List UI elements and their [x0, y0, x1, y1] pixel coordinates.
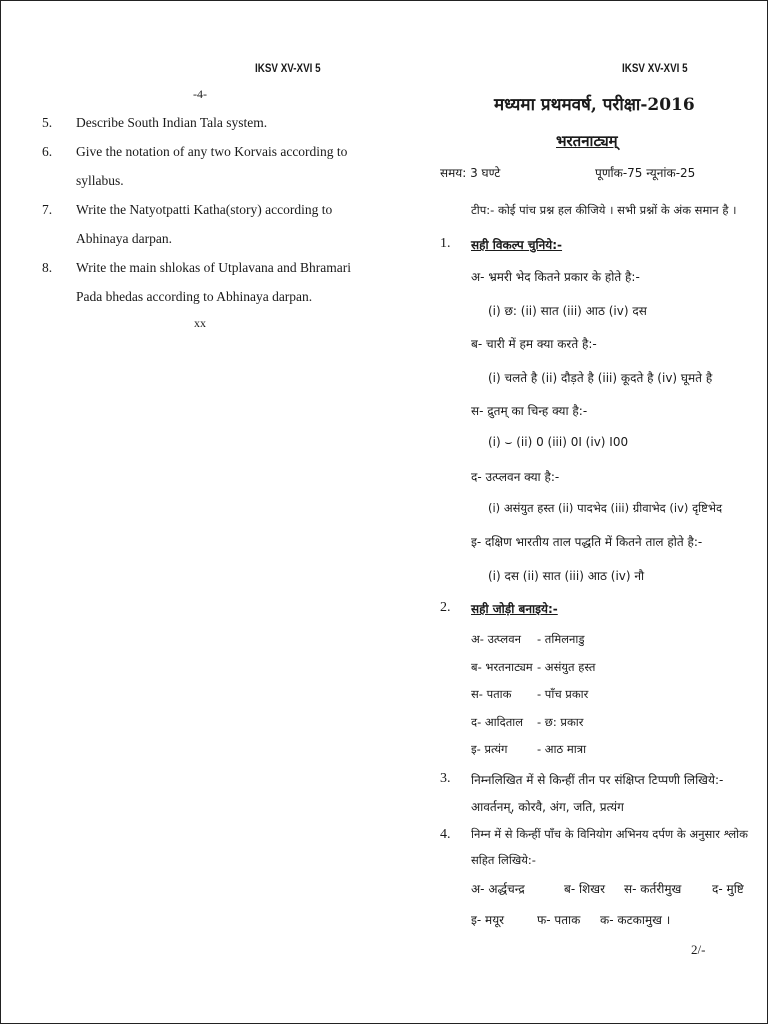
- pair-right-4: - छ: प्रकार: [537, 715, 584, 729]
- q8-line-2: Pada bhedas according to Abhinaya darpan.: [76, 289, 313, 304]
- pair-right-5: - आठ मात्रा: [537, 742, 587, 756]
- q7-line-2: Abhinaya darpan.: [76, 231, 172, 246]
- q1-heading: सही विकल्प चुनिये:-: [471, 238, 563, 252]
- q2-number: 2.: [440, 600, 451, 615]
- q1e-question: इ- दक्षिण भारतीय ताल पद्धति में कितने ताल होते है:-: [471, 535, 703, 549]
- q6-number: 6.: [42, 144, 53, 159]
- q1a-options: (i) छ: (ii) सात (iii) आठ (iv) दस: [488, 304, 647, 318]
- pair-left-1: अ- उत्प्लवन: [471, 632, 521, 646]
- q1c-options: (i) ⌣ (ii) 0 (iii) 0I (iv) I00: [488, 435, 629, 449]
- q4-option-f: फ- पताक: [537, 913, 581, 927]
- left-header-code: IKSV XV-XVI 5: [255, 61, 321, 75]
- pair-left-2: ब- भरतनाट्यम: [471, 660, 533, 674]
- q7-line-1: Write the Natyotpatti Katha(story) according to: [76, 202, 333, 217]
- q4-line-1: निम्न में से किन्हीं पाँच के विनियोग अभिनय दर्पण के अनुसार श्लोक: [471, 827, 748, 841]
- q3-line-1: निम्नलिखित में से किन्हीं तीन पर संक्षिप्त टिप्पणी लिखिये:-: [471, 773, 724, 787]
- q5-number: 5.: [42, 115, 53, 130]
- q1b-options: (i) चलते है (ii) दौड़ते है (iii) कूदते है (iv) घूमते है: [488, 371, 713, 385]
- exam-title: मध्यमा प्रथमवर्ष, परीक्षा-2016: [494, 95, 695, 115]
- exam-time: समय: 3 घण्टे: [440, 166, 501, 180]
- pair-right-1: - तमिलनाडु: [537, 632, 585, 646]
- q4-number: 4.: [440, 827, 451, 842]
- q4-option-e: इ- मयूर: [471, 913, 505, 927]
- q1d-options: (i) असंयुत हस्त (ii) पादभेद (iii) ग्रीवाभेद (iv) दृष्टिभेद: [488, 501, 723, 515]
- pair-right-2: - असंयुत हस्त: [537, 660, 596, 674]
- pair-right-3: - पाँच प्रकार: [537, 687, 589, 701]
- q6-line-2: syllabus.: [76, 173, 124, 188]
- left-question-list: [42, 108, 351, 308]
- pair-left-4: द- आदिताल: [471, 715, 524, 729]
- q7-number: 7.: [42, 202, 53, 217]
- pair-left-3: स- पताक: [471, 687, 512, 701]
- q8-line-1: Write the main shlokas of Utplavana and Bhramari: [76, 260, 351, 275]
- q1a-question: अ- भ्रमरी भेद कितने प्रकार के होते है:-: [471, 270, 640, 284]
- left-page-number: -4-: [193, 87, 207, 101]
- subject-title: भरतनाट्यम्: [556, 132, 618, 150]
- q6-line-1: Give the notation of any two Korvais according to: [76, 144, 348, 159]
- q4-option-g: क- कटकामुख ।: [600, 913, 671, 927]
- q3-number: 3.: [440, 771, 451, 786]
- q4-line-2: सहित लिखिये:-: [471, 853, 536, 867]
- q5-line-1: Describe South Indian Tala system.: [76, 115, 268, 130]
- q1c-question: स- द्रुतम् का चिन्ह क्या है:-: [471, 404, 588, 418]
- q4-option-b: ब- शिखर: [564, 882, 605, 896]
- q4-option-c: स- कर्तरीमुख: [624, 882, 682, 896]
- end-mark: xx: [194, 316, 206, 330]
- continue-mark: 2/-: [691, 942, 706, 957]
- q2-heading: सही जोड़ी बनाइये:-: [471, 602, 558, 616]
- q4-option-a: अ- अर्द्धचन्द्र: [471, 882, 525, 896]
- q8-number: 8.: [42, 260, 53, 275]
- exam-marks: पूर्णांक-75 न्यूनांक-25: [595, 166, 696, 180]
- q1e-options: (i) दस (ii) सात (iii) आठ (iv) नौ: [488, 569, 645, 583]
- right-header-code: IKSV XV-XVI 5: [622, 61, 688, 75]
- pair-left-5: इ- प्रत्यंग: [471, 742, 508, 756]
- q1d-question: द- उत्प्लवन क्या है:-: [471, 470, 560, 484]
- exam-note: टीप:- कोई पांच प्रश्न हल कीजिये । सभी प्रश्नों के अंक समान है ।: [471, 203, 737, 217]
- q3-line-2: आवर्तनम्, कोरवै, अंग, जति, प्रत्यंग: [471, 800, 624, 814]
- q1-number: 1.: [440, 236, 451, 251]
- q4-option-d: द- मुष्टि: [712, 882, 744, 896]
- q1b-question: ब- चारी में हम क्या करते है:-: [471, 337, 597, 351]
